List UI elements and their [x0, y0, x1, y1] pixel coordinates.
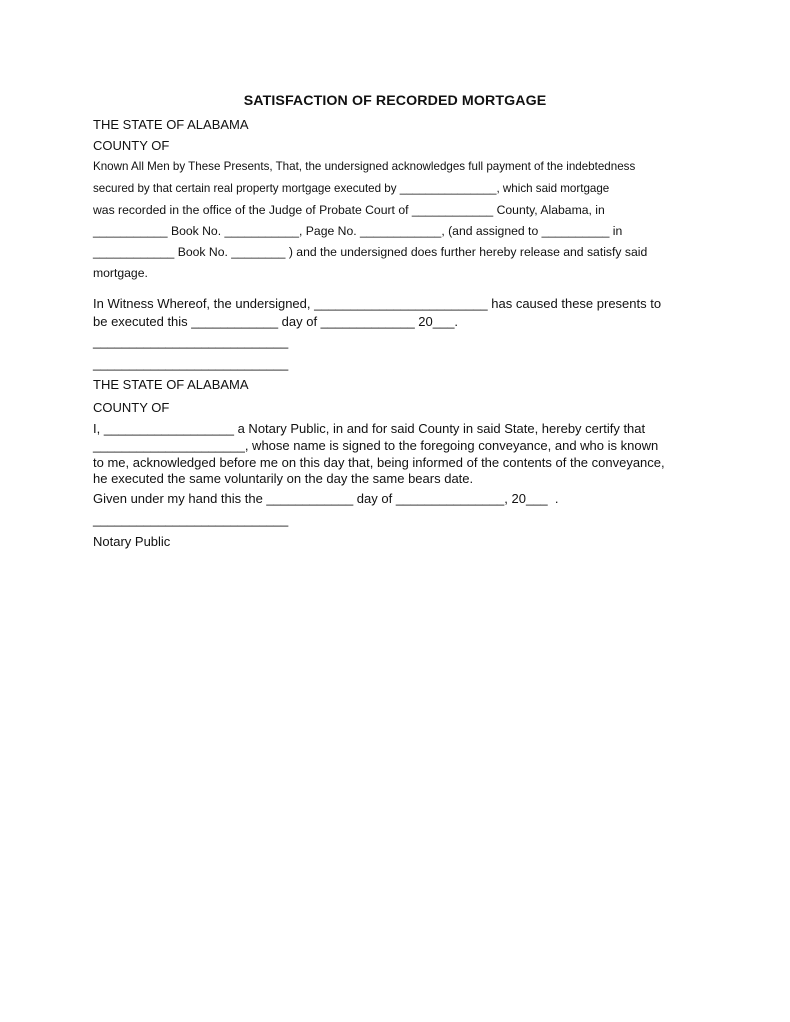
witness-line: be executed this ____________ day of _____________ 20___. — [93, 314, 459, 329]
mortgage-paragraph-line: secured by that certain real property mortgage executed by _______________, which said mortgage — [93, 182, 610, 195]
county-heading: COUNTY OF — [93, 138, 170, 153]
document-title: SATISFACTION OF RECORDED MORTGAGE — [243, 93, 547, 109]
notary-line: _____________________, whose name is signed to the foregoing conveyance, and who is known — [93, 438, 659, 453]
mortgage-paragraph-line: Known All Men by These Presents, That, the undersigned acknowledges full payment of the indebtedness — [93, 160, 636, 173]
given-under-hand-line: Given under my hand this the ____________ day of _______________, 20___ . — [93, 491, 559, 506]
state-heading: THE STATE OF ALABAMA — [93, 117, 249, 132]
mortgage-paragraph-line: ____________ Book No. ________ ) and the undersigned does further hereby release and satisfy said — [93, 245, 648, 259]
notary-signature-line: ___________________________ — [93, 512, 289, 527]
notary-public-label: Notary Public — [93, 534, 171, 549]
mortgage-paragraph-line: was recorded in the office of the Judge of Probate Court of ____________ County, Alabama, in — [93, 203, 605, 217]
county-heading: COUNTY OF — [93, 400, 170, 415]
witness-line: In Witness Whereof, the undersigned, ________________________ has caused these presents to — [93, 296, 662, 311]
notary-line: I, __________________ a Notary Public, in and for said County in said State, hereby certify that — [93, 421, 646, 436]
signature-line: ___________________________ — [93, 334, 289, 349]
state-heading: THE STATE OF ALABAMA — [93, 377, 249, 392]
notary-line: he executed the same voluntarily on the day the same bears date. — [93, 471, 474, 486]
mortgage-paragraph-line: mortgage. — [93, 266, 148, 280]
signature-line: ___________________________ — [93, 356, 289, 371]
notary-line: to me, acknowledged before me on this day that, being informed of the contents of the conveyance, — [93, 455, 665, 470]
mortgage-paragraph-line: ___________ Book No. ___________, Page No. ____________, (and assigned to __________ in — [93, 224, 623, 238]
